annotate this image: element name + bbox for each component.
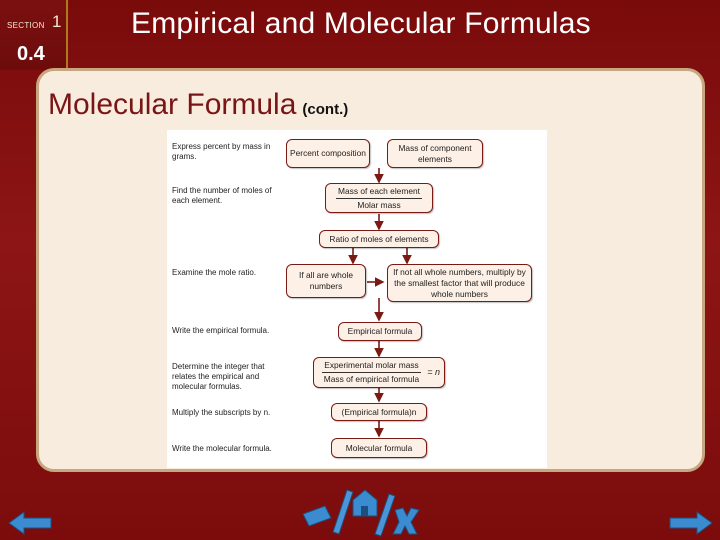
step-label: Examine the mole ratio. — [172, 268, 257, 277]
right-arrow-icon — [668, 510, 714, 536]
slide-heading-suffix: (cont.) — [302, 101, 349, 118]
flowchart-figure — [167, 130, 547, 468]
fraction-numerator: Experimental molar mass — [322, 360, 420, 373]
step-label: Multiply the subscripts by n. — [172, 408, 271, 417]
node-percent-composition: Percent composition — [286, 139, 370, 168]
step-label: Determine the integer that relates the empirical and molecular formulas. — [172, 362, 265, 391]
node-empirical-formula: Empirical formula — [338, 322, 422, 341]
equals-n: = n — [427, 367, 440, 377]
step-label: Write the empirical formula. — [172, 326, 270, 335]
resources-toolbar[interactable] — [295, 482, 425, 538]
node-ratio: Ratio of moles of elements — [319, 230, 439, 248]
slide-heading — [48, 88, 348, 122]
node-whole-numbers: If all are whole numbers — [286, 264, 366, 298]
home-tools-icon — [295, 482, 425, 538]
node-molecular-formula: Molecular formula — [331, 438, 427, 458]
node-experimental-ratio — [313, 357, 445, 388]
header-title: Empirical and Molecular Formulas — [131, 7, 591, 40]
node-multiply-subscripts: (Empirical formula)n — [331, 403, 427, 421]
left-arrow-icon — [7, 510, 53, 536]
section-number: 1 — [52, 12, 62, 31]
node-mass-components: Mass of component elements — [387, 139, 483, 168]
step-label: Express percent by mass in grams. — [172, 142, 271, 161]
slide-heading-text: Molecular Formula — [48, 88, 297, 121]
fraction-numerator: Mass of each element — [336, 186, 422, 199]
section-box — [0, 0, 68, 70]
fraction-denominator: Mass of empirical formula — [323, 374, 420, 384]
section-subnumber: 0.4 — [17, 43, 45, 65]
step-label: Write the molecular formula. — [172, 444, 272, 453]
node-mass-over-molar — [325, 183, 433, 213]
section-label: SECTION — [7, 21, 45, 30]
node-not-whole: If not all whole numbers, multiply by the smallest factor that will produce whole numbers — [387, 264, 532, 302]
fraction-denominator: Molar mass — [357, 199, 401, 210]
next-slide-button[interactable] — [668, 510, 714, 536]
step-label: Find the number of moles of each element. — [172, 186, 272, 205]
prev-slide-button[interactable] — [7, 510, 53, 536]
